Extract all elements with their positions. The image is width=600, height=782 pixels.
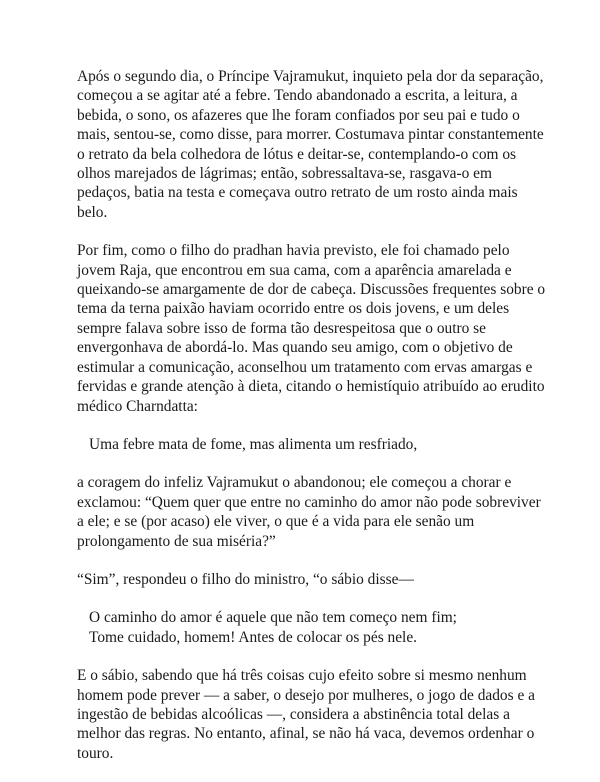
paragraph-5: E o sábio, sabendo que há três coisas cujo efeito sobre si mesmo nenhum homem pode prever — a saber, o desejo por mulheres, o jogo de dados e a ingestão de bebidas alcoólicas —, considera a abstinência total delas a melhor das regras. No entanto, afinal, se não há vaca, devemos ordenhar o touro. <box>77 667 535 762</box>
paragraph-3: a coragem do infeliz Vajramukut o abandonou; ele começou a chorar e exclamou: “Quem quer que entre no caminho do amor não pode sobreviver a ele; e se (por acaso) ele viver, o que é a vida para ele senão um prolongamento de sua miséria?” <box>77 474 541 550</box>
quote-line-2: Tome cuidado, homem! Antes de colocar os pés nele. <box>89 628 418 646</box>
quote-verse <box>89 608 547 647</box>
paragraph-1: Após o segundo dia, o Príncipe Vajramukut, inquieto pela dor da separação, começou a se agitar até a febre. Tendo abandonado a escrita, a leitura, a bebida, o sono, os afazeres que lhe foram confiados por seu pai e tudo o mais, sentou-se, como disse, para morrer. Costumava pintar constantemente o retrato da bela colhedora de lótus e deitar-se, contemplando-o com os olhos marejados de lágrimas; então, sobressaltava-se, rasgava-o em pedaços, batia na testa e começava outro retrato de um rosto ainda mais belo. <box>77 68 544 221</box>
quote-hemistich <box>89 435 547 454</box>
paragraph-4: “Sim”, respondeu o filho do ministro, “o sábio disse— <box>77 570 414 588</box>
quote-line-1: O caminho do amor é aquele que não tem começo nem fim; <box>89 609 457 627</box>
paragraph-2: Por fim, como o filho do pradhan havia previsto, ele foi chamado pelo jovem Raja, que encontrou em sua cama, com a aparência amarelada e queixando-se amargamente de dor de cabeça. Discussões frequentes sobre o tema da terna paixão haviam ocorrido entre os dois jovens, e um deles sempre falava sobre isso de forma tão desrespeitosa que o outro se envergonhava de abordá-lo. Mas quando seu amigo, com o objetivo de estimular a comunicação, aconselhou um tratamento com ervas amargas e fervidas e grande atenção à dieta, citando o hemistíquio atribuído ao erudito médico Charndatta: <box>77 242 546 415</box>
quote-line: Uma febre mata de fome, mas alimenta um resfriado, <box>89 435 418 453</box>
document-page <box>77 67 547 782</box>
